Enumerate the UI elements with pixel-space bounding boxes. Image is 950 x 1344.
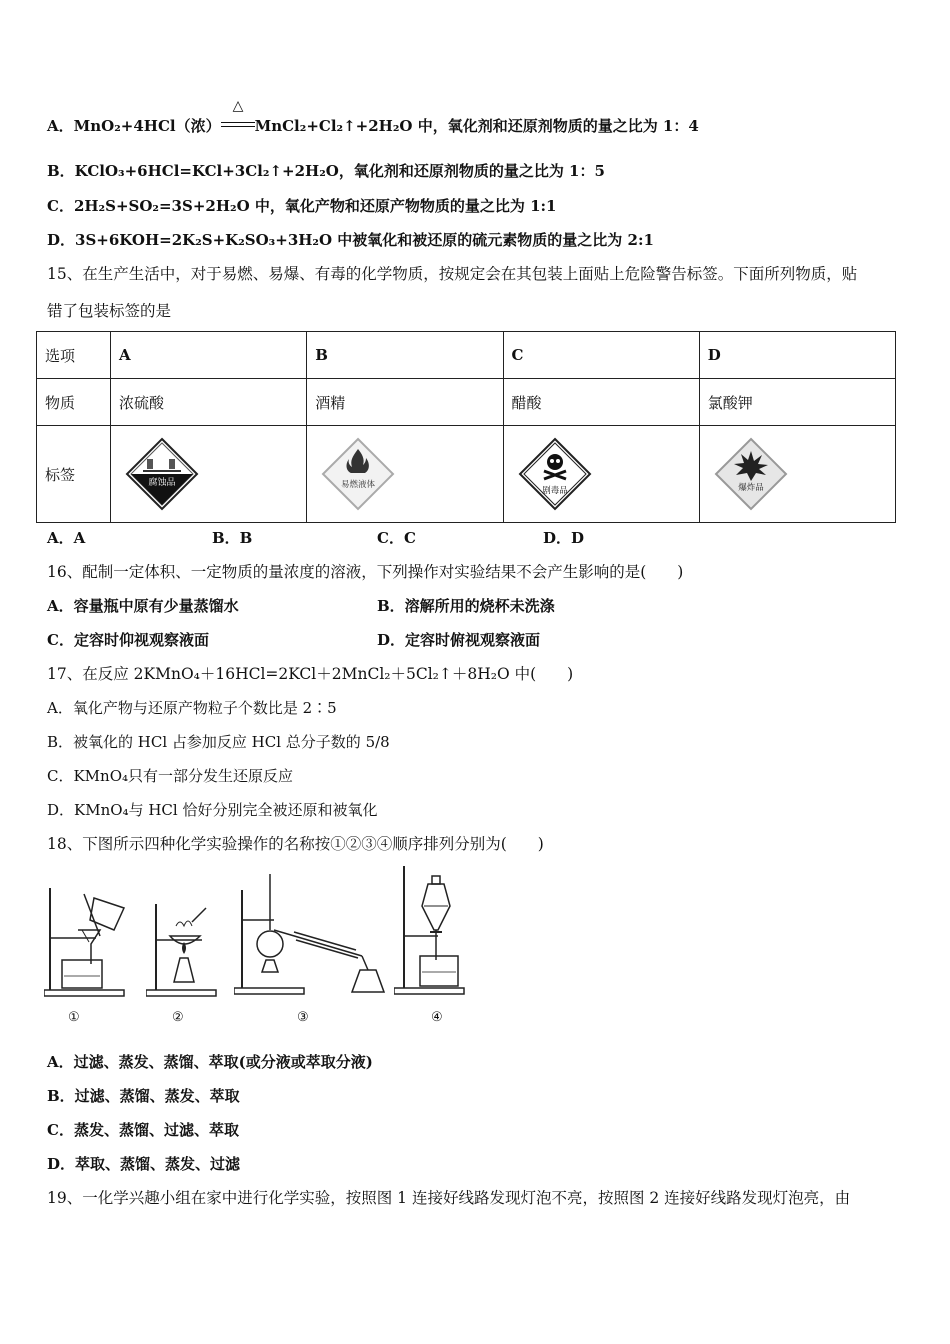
q19-stem: 19、一化学兴趣小组在家中进行化学实验，按照图 1 连接好线路发现灯泡不亮，按照图 2 连接好线路发现灯泡亮，由 (47, 1189, 851, 1207)
q15-answer-d: D．D (543, 529, 585, 547)
sign-text-a: 腐蚀品 (148, 478, 176, 488)
q14-option-a (47, 98, 699, 136)
distillation-apparatus-icon (234, 870, 386, 998)
q14-option-d: D．3S+6KOH=2K₂S+K₂SO₃+3H₂O 中被氧化和被还原的硫元素物质的量之比为 2:1 (47, 231, 654, 249)
q17-option-c: C．KMnO₄只有一部分发生还原反应 (47, 767, 294, 785)
corrosive-sign-icon (125, 437, 199, 511)
label-cell-b (307, 426, 503, 523)
q17-stem: 17、在反应 2KMnO₄＋16HCl=2KCl＋2MnCl₂＋5Cl₂↑＋8H₂O 中( ) (47, 665, 574, 683)
q15-answer-a: A．A (47, 529, 86, 547)
substance-d: 氯酸钾 (699, 379, 895, 426)
table-option-c: C (503, 332, 699, 379)
q15-stem-line2: 错了包装标签的是 (47, 302, 172, 320)
table-header-label: 标签 (37, 426, 111, 523)
q15-label-table (36, 331, 896, 523)
fig-label-2: ② (172, 1010, 184, 1025)
q18-stem: 18、下图所示四种化学实验操作的名称按①②③④顺序排列分别为( ) (47, 835, 544, 853)
table-option-a: A (111, 332, 307, 379)
q14-option-a-pre: A．MnO₂+4HCl（浓） (47, 117, 221, 135)
explosive-sign-icon (714, 437, 788, 511)
substance-b: 酒精 (307, 379, 503, 426)
q14-option-c: C．2H₂S+SO₂=3S+2H₂O 中，氧化产物和还原产物物质的量之比为 1:1 (47, 197, 557, 215)
q14-option-a-post: MnCl₂+Cl₂↑+2H₂O 中，氧化剂和还原剂物质的量之比为 1：4 (254, 117, 699, 135)
table-header-option: 选项 (37, 332, 111, 379)
heat-arrow (221, 98, 255, 136)
table-option-b: B (307, 332, 503, 379)
q16-option-c: C．定容时仰视观察液面 (47, 631, 209, 649)
separatory-funnel-apparatus-icon (394, 866, 472, 998)
q15-stem-line1: 15、在生产生活中，对于易燃、易爆、有毒的化学物质，按规定会在其包装上面贴上危险警告标签。下面所列物质，贴 (47, 265, 858, 283)
q18-option-d: D．萃取、蒸馏、蒸发、过滤 (47, 1155, 241, 1173)
q16-option-a: A．容量瓶中原有少量蒸馏水 (47, 597, 239, 615)
q17-option-a: A．氧化产物与还原产物粒子个数比是 2∶5 (47, 699, 337, 717)
substance-c: 醋酸 (503, 379, 699, 426)
fig-label-4: ④ (431, 1010, 443, 1025)
label-cell-a (111, 426, 307, 523)
label-cell-c (503, 426, 699, 523)
evaporation-apparatus-icon (146, 896, 218, 998)
table-option-d: D (699, 332, 895, 379)
q17-option-d: D．KMnO₄与 HCl 恰好分别完全被还原和被氧化 (47, 801, 378, 819)
toxic-sign-icon (518, 437, 592, 511)
q18-option-b: B．过滤、蒸馏、蒸发、萃取 (47, 1087, 240, 1105)
label-cell-d (699, 426, 895, 523)
fig-label-3: ③ (297, 1010, 309, 1025)
flammable-sign-icon (321, 437, 395, 511)
q14-option-b: B．KClO₃+6HCl=KCl+3Cl₂↑+2H₂O，氧化剂和还原剂物质的量之比为 1：5 (47, 162, 605, 180)
q16-option-d: D．定容时俯视观察液面 (377, 631, 541, 649)
sign-text-b: 易燃液体 (341, 480, 376, 490)
heat-triangle-icon: △ (232, 98, 244, 114)
substance-a: 浓硫酸 (111, 379, 307, 426)
q15-answer-c: C．C (377, 529, 416, 547)
table-header-substance: 物质 (37, 379, 111, 426)
q16-stem: 16、配制一定体积、一定物质的量浓度的溶液，下列操作对实验结果不会产生影响的是( ) (47, 563, 684, 581)
sign-text-c: 剧毒品 (541, 486, 568, 496)
q16-option-b: B．溶解所用的烧杯未洗涤 (377, 597, 555, 615)
q15-answer-b: B．B (212, 529, 253, 547)
q17-option-b: B．被氧化的 HCl 占参加反应 HCl 总分子数的 5/8 (47, 733, 390, 751)
filtration-apparatus-icon (44, 880, 130, 998)
q18-option-a: A．过滤、蒸发、蒸馏、萃取(或分液或萃取分液) (47, 1053, 373, 1071)
q18-option-c: C．蒸发、蒸馏、过滤、萃取 (47, 1121, 239, 1139)
sign-text-d: 爆炸品 (737, 483, 764, 493)
fig-label-1: ① (68, 1010, 80, 1025)
